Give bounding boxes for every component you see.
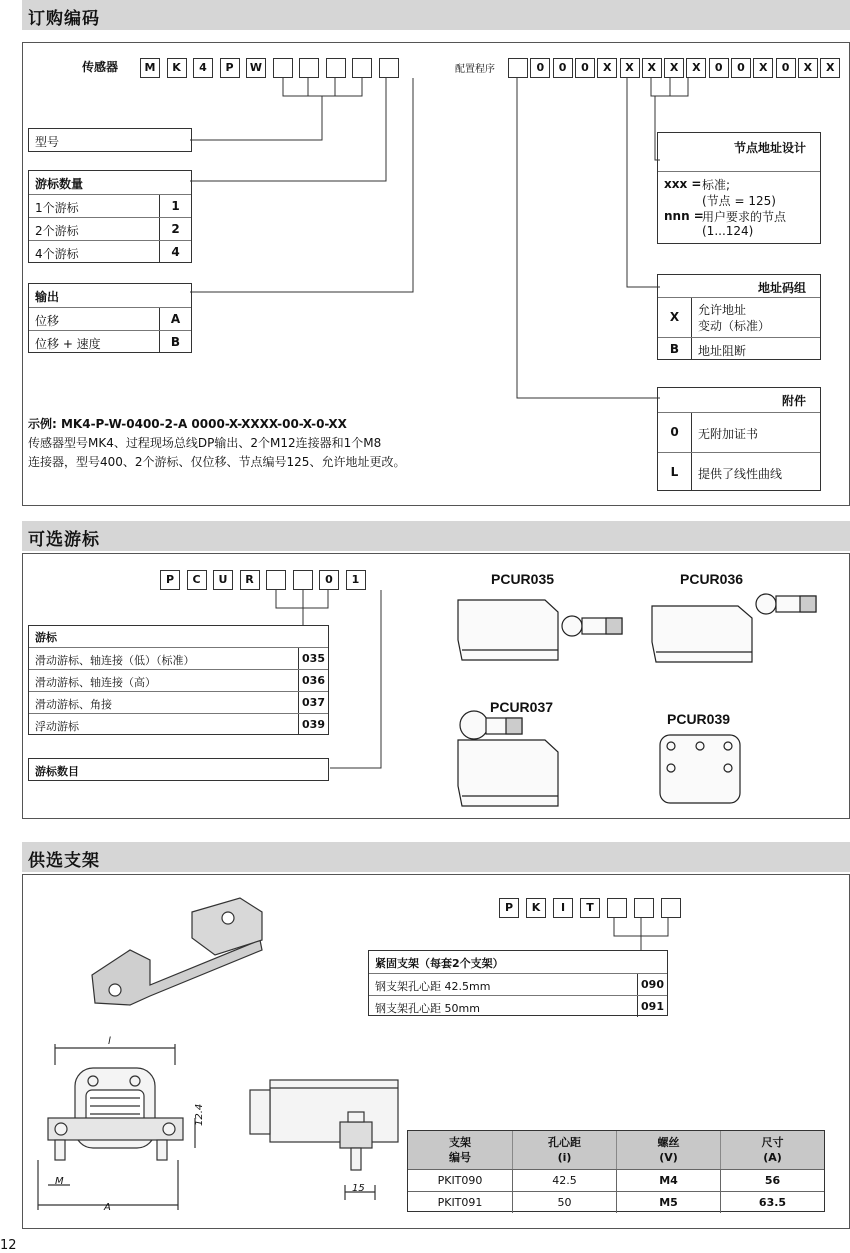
code-cell: 0 <box>709 58 729 78</box>
code-cell: 0 <box>553 58 573 78</box>
row-code: B <box>159 331 191 353</box>
row-label: 2个游标 <box>35 224 79 238</box>
bracket-3d-image <box>92 898 262 1005</box>
row-label: 滑动游标、角接 <box>35 698 112 711</box>
bracket-spec-table <box>407 1130 825 1212</box>
spec-cell: PKIT090 <box>408 1169 512 1191</box>
row-code: A <box>159 308 191 330</box>
row-code: 091 <box>637 996 667 1017</box>
node-value: 标准; <box>702 178 731 192</box>
row-code: 2 <box>159 218 191 240</box>
row-code: 036 <box>298 670 328 691</box>
cursor-count-title: 游标数量 <box>35 177 84 191</box>
code-cell: U <box>213 570 233 590</box>
address-group-title: 地址码组 <box>757 281 806 295</box>
node-value: 用户要求的节点 <box>702 210 787 224</box>
code-cell: P <box>499 898 519 918</box>
row-label: 位移 + 速度 <box>35 337 101 351</box>
node-key: xxx = <box>664 177 702 191</box>
row-label: 4个游标 <box>35 247 79 261</box>
bracket-table-title: 紧固支架（每套2个支架） <box>375 957 504 970</box>
row-label: 无附加证书 <box>698 427 759 441</box>
page-number: 12 <box>0 1238 17 1253</box>
code-cell: R <box>240 570 260 590</box>
spec-cell: 50 <box>512 1191 616 1213</box>
node-value: (节点 = 125) <box>702 194 776 208</box>
header-line: (A) <box>763 1151 782 1164</box>
spec-cell: 56 <box>720 1169 824 1191</box>
pcur035-label: PCUR035 <box>491 571 555 587</box>
code-cell: 0 <box>731 58 751 78</box>
pcur039-label: PCUR039 <box>667 711 731 727</box>
dim-m-label: M <box>55 1176 64 1187</box>
code-cell: M <box>140 58 160 78</box>
code-cell: X <box>798 58 818 78</box>
code-cell: P <box>160 570 180 590</box>
row-label: 浮动游标 <box>35 720 79 733</box>
spec-header-cell <box>616 1131 720 1169</box>
row-label: 提供了线性曲线 <box>698 467 783 481</box>
header-line: 尺寸 <box>761 1136 784 1149</box>
row-label: 滑动游标、轴连接（低）（标准） <box>35 654 195 667</box>
code-cell: 0 <box>776 58 796 78</box>
header-line: (V) <box>659 1151 678 1164</box>
example-line-2: 连接器，型号400、2个游标、仅位移、节点编号125、允许地址更改。 <box>28 455 406 469</box>
header-line: (i) <box>557 1151 572 1164</box>
spec-cell: M5 <box>616 1191 720 1213</box>
spec-header-cell <box>720 1131 824 1169</box>
section-title: 可选游标 <box>28 530 100 550</box>
code-cell: 0 <box>575 58 595 78</box>
code-cell: C <box>187 570 207 590</box>
example-title: 示例: MK4-P-W-0400-2-A 0000-X-XXXX-00-X-0-XX <box>28 417 347 431</box>
config-label: 配置程序 <box>455 64 495 75</box>
section-title: 供选支架 <box>28 851 100 871</box>
spec-header-cell <box>408 1131 512 1169</box>
code-cell: P <box>220 58 240 78</box>
cursor-count-label: 游标数目 <box>35 765 79 778</box>
row-code: 1 <box>159 195 191 217</box>
model-label: 型号 <box>35 135 60 149</box>
example-line-1: 传感器型号MK4、过程现场总线DP输出、2个M12连接器和1个M8 <box>28 436 382 450</box>
header-line: 编号 <box>449 1151 471 1164</box>
row-label: 滑动游标、轴连接（高） <box>35 676 156 689</box>
code-cell: K <box>167 58 187 78</box>
spec-cell: 42.5 <box>512 1169 616 1191</box>
dim-a-label: A <box>104 1202 111 1213</box>
row-code: B <box>658 338 692 360</box>
spec-cell: PKIT091 <box>408 1191 512 1213</box>
code-cell: X <box>620 58 640 78</box>
row-code: 4 <box>159 241 191 263</box>
row-label: 钢支架孔心距 42.5mm <box>375 980 491 993</box>
header-line: 螺丝 <box>657 1136 680 1149</box>
node-title: 节点地址设计 <box>733 141 806 155</box>
code-cell: X <box>597 58 617 78</box>
dim-h-label: 12.4 <box>194 1103 205 1126</box>
row-label: 位移 <box>35 314 60 328</box>
pcur037-label: PCUR037 <box>490 699 554 715</box>
output-title: 输出 <box>35 290 60 304</box>
node-value: (1...124) <box>702 224 754 238</box>
code-cell: X <box>820 58 840 78</box>
row-label: 允许地址 变动（标准） <box>698 303 771 333</box>
row-label: 地址阻断 <box>698 344 747 358</box>
row-label: 钢支架孔心距 50mm <box>375 1002 480 1015</box>
node-key: nnn = <box>664 209 704 223</box>
row-code: 0 <box>658 413 692 452</box>
spec-cell: 63.5 <box>720 1191 824 1213</box>
sensor-label: 传感器 <box>82 60 119 74</box>
bracket-side-drawing <box>250 1080 398 1200</box>
section-title: 订购编码 <box>28 9 100 29</box>
spec-header-cell <box>512 1131 616 1169</box>
code-cell: 0 <box>530 58 550 78</box>
code-cell: T <box>580 898 600 918</box>
code-cell: X <box>664 58 684 78</box>
row-code: 035 <box>298 648 328 669</box>
row-code: L <box>658 453 692 491</box>
spec-cell: M4 <box>616 1169 720 1191</box>
code-cell: X <box>642 58 662 78</box>
code-cell: I <box>553 898 573 918</box>
code-cell: 1 <box>346 570 366 590</box>
header-line: 孔心距 <box>548 1136 581 1149</box>
row-code: 037 <box>298 692 328 713</box>
code-cell: 0 <box>319 570 339 590</box>
header-line: 支架 <box>449 1136 471 1149</box>
accessory-title: 附件 <box>781 394 806 408</box>
row-label: 1个游标 <box>35 201 79 215</box>
cursor-table-title: 游标 <box>35 631 57 644</box>
code-cell: X <box>753 58 773 78</box>
code-cell: K <box>526 898 546 918</box>
row-code: 090 <box>637 974 667 995</box>
pcur036-label: PCUR036 <box>680 571 744 587</box>
code-cell: W <box>246 58 266 78</box>
code-cell: 4 <box>193 58 213 78</box>
code-cell: X <box>686 58 706 78</box>
row-code: 039 <box>298 714 328 735</box>
dim-l-label: l <box>108 1036 111 1047</box>
dim-w-label: 15 <box>352 1183 365 1194</box>
row-code: X <box>658 298 692 337</box>
